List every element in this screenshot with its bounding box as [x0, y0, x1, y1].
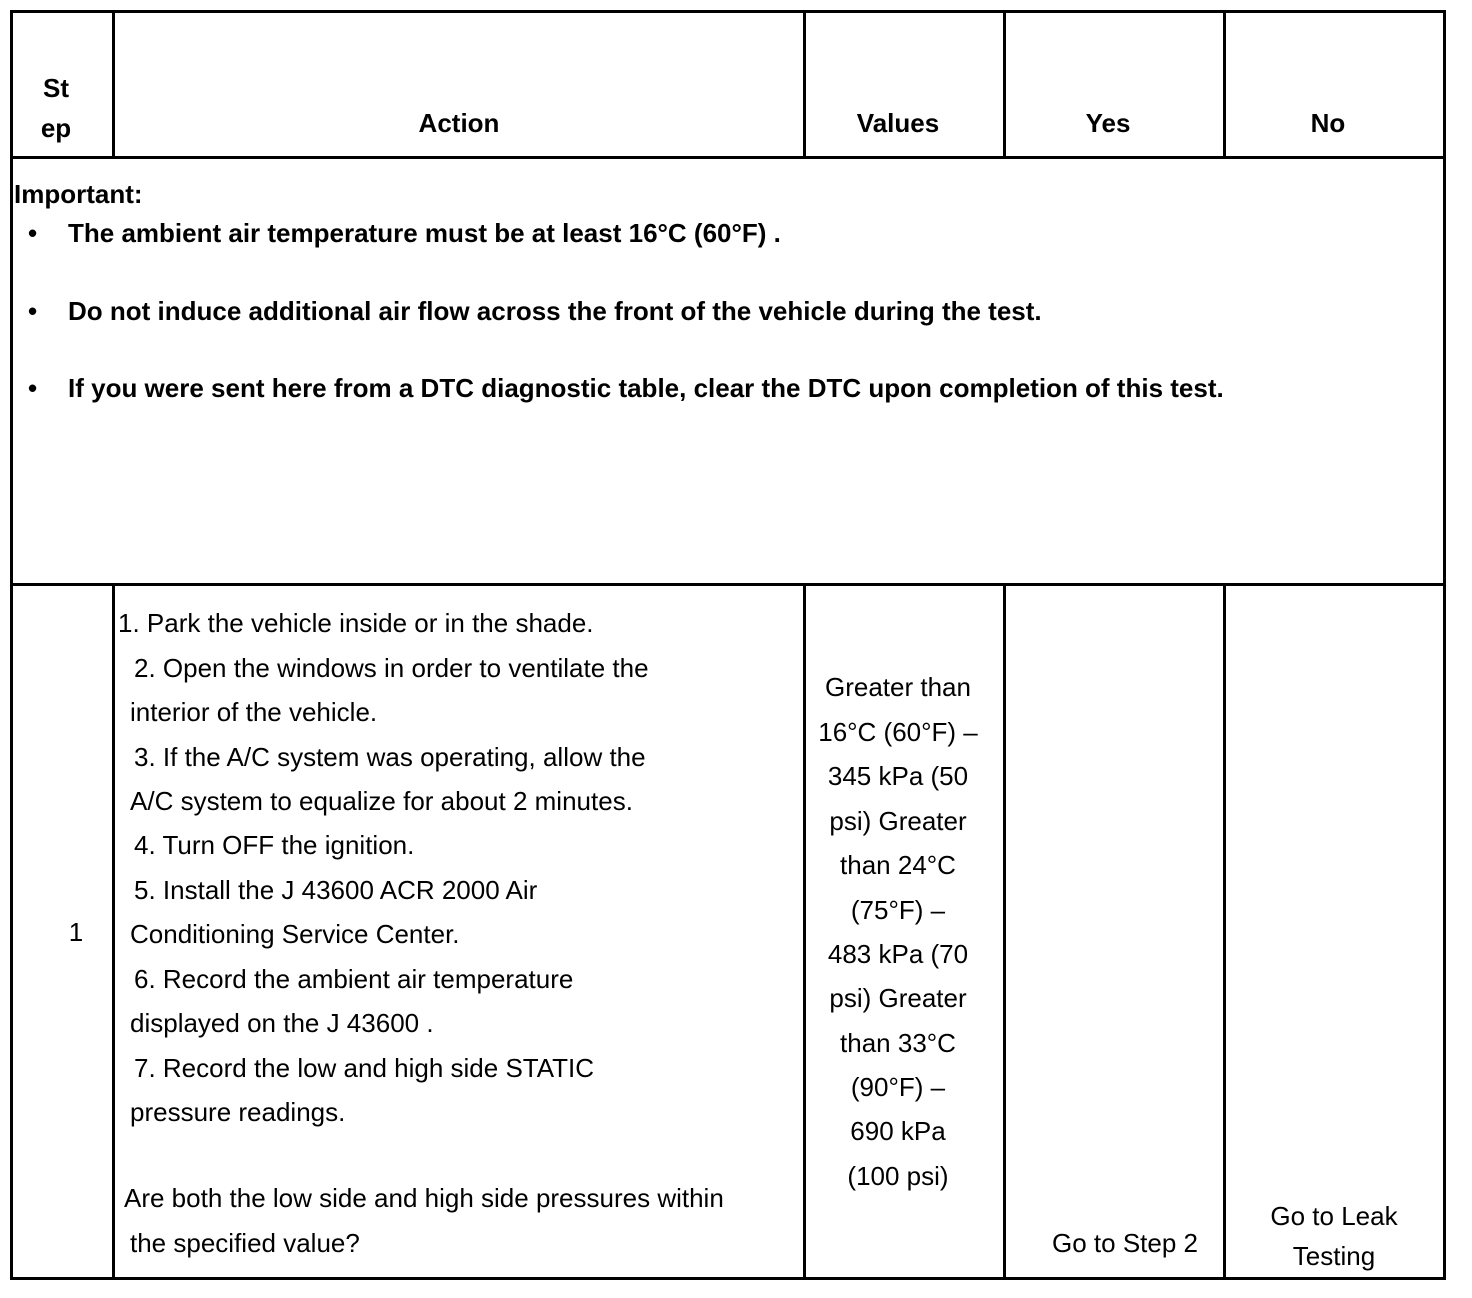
- action-line: 1. Park the vehicle inside or in the shade.: [118, 608, 594, 638]
- value-line: 16°C (60°F) –: [818, 717, 978, 747]
- header-yes: Yes: [1085, 108, 1131, 138]
- bullet-icon: •: [28, 296, 38, 326]
- bullet-icon: •: [28, 373, 38, 403]
- col-divider-values: [1003, 584, 1006, 1280]
- important-label: Important:: [14, 179, 143, 209]
- value-line: (100 psi): [847, 1161, 949, 1191]
- value-line: Greater than: [825, 672, 971, 702]
- header-values: Values: [856, 108, 940, 138]
- yes-link[interactable]: Go to Step 2: [1052, 1228, 1198, 1258]
- step-number: 1: [68, 917, 84, 947]
- question-line: Are both the low side and high side pressures within: [124, 1183, 724, 1213]
- question-line: the specified value?: [130, 1228, 360, 1258]
- bullet-icon: •: [28, 218, 38, 248]
- action-line: displayed on the J 43600 .: [130, 1008, 434, 1038]
- value-line: psi) Greater: [829, 806, 967, 836]
- header-step: St ep: [40, 73, 72, 143]
- value-line: than 33°C: [840, 1028, 956, 1058]
- value-line: than 24°C: [840, 850, 956, 880]
- col-divider-step: [112, 584, 115, 1280]
- action-line: A/C system to equalize for about 2 minutes.: [130, 786, 633, 816]
- action-line: 3. If the A/C system was operating, allow the: [134, 742, 646, 772]
- value-line: 690 kPa: [850, 1116, 946, 1146]
- header-action: Action: [418, 108, 500, 138]
- header-no: No: [1310, 108, 1346, 138]
- no-line[interactable]: Go to Leak: [1270, 1201, 1398, 1231]
- value-line: psi) Greater: [829, 983, 967, 1013]
- value-line: (75°F) –: [850, 895, 946, 925]
- action-line: interior of the vehicle.: [130, 697, 378, 727]
- action-line: 5. Install the J 43600 ACR 2000 Air: [134, 875, 538, 905]
- action-line: 7. Record the low and high side STATIC: [134, 1053, 595, 1083]
- important-item: Do not induce additional air flow across the front of the vehicle during the test.: [68, 296, 1042, 326]
- important-divider: [10, 583, 1446, 586]
- important-item: The ambient air temperature must be at least 16°C (60°F) .: [68, 218, 781, 248]
- value-line: 345 kPa (50: [827, 761, 969, 791]
- value-line: (90°F) –: [850, 1072, 946, 1102]
- action-line: 2. Open the windows in order to ventilate the: [134, 653, 649, 683]
- col-divider-yes: [1223, 584, 1226, 1280]
- no-line[interactable]: Testing: [1292, 1241, 1376, 1271]
- action-line: 4. Turn OFF the ignition.: [134, 830, 415, 860]
- action-line: pressure readings.: [130, 1097, 346, 1127]
- action-line: Conditioning Service Center.: [130, 919, 460, 949]
- action-line: 6. Record the ambient air temperature: [134, 964, 574, 994]
- header-divider: [10, 156, 1446, 159]
- value-line: 483 kPa (70: [827, 939, 969, 969]
- important-item: If you were sent here from a DTC diagnostic table, clear the DTC upon completion of this test.: [68, 373, 1224, 403]
